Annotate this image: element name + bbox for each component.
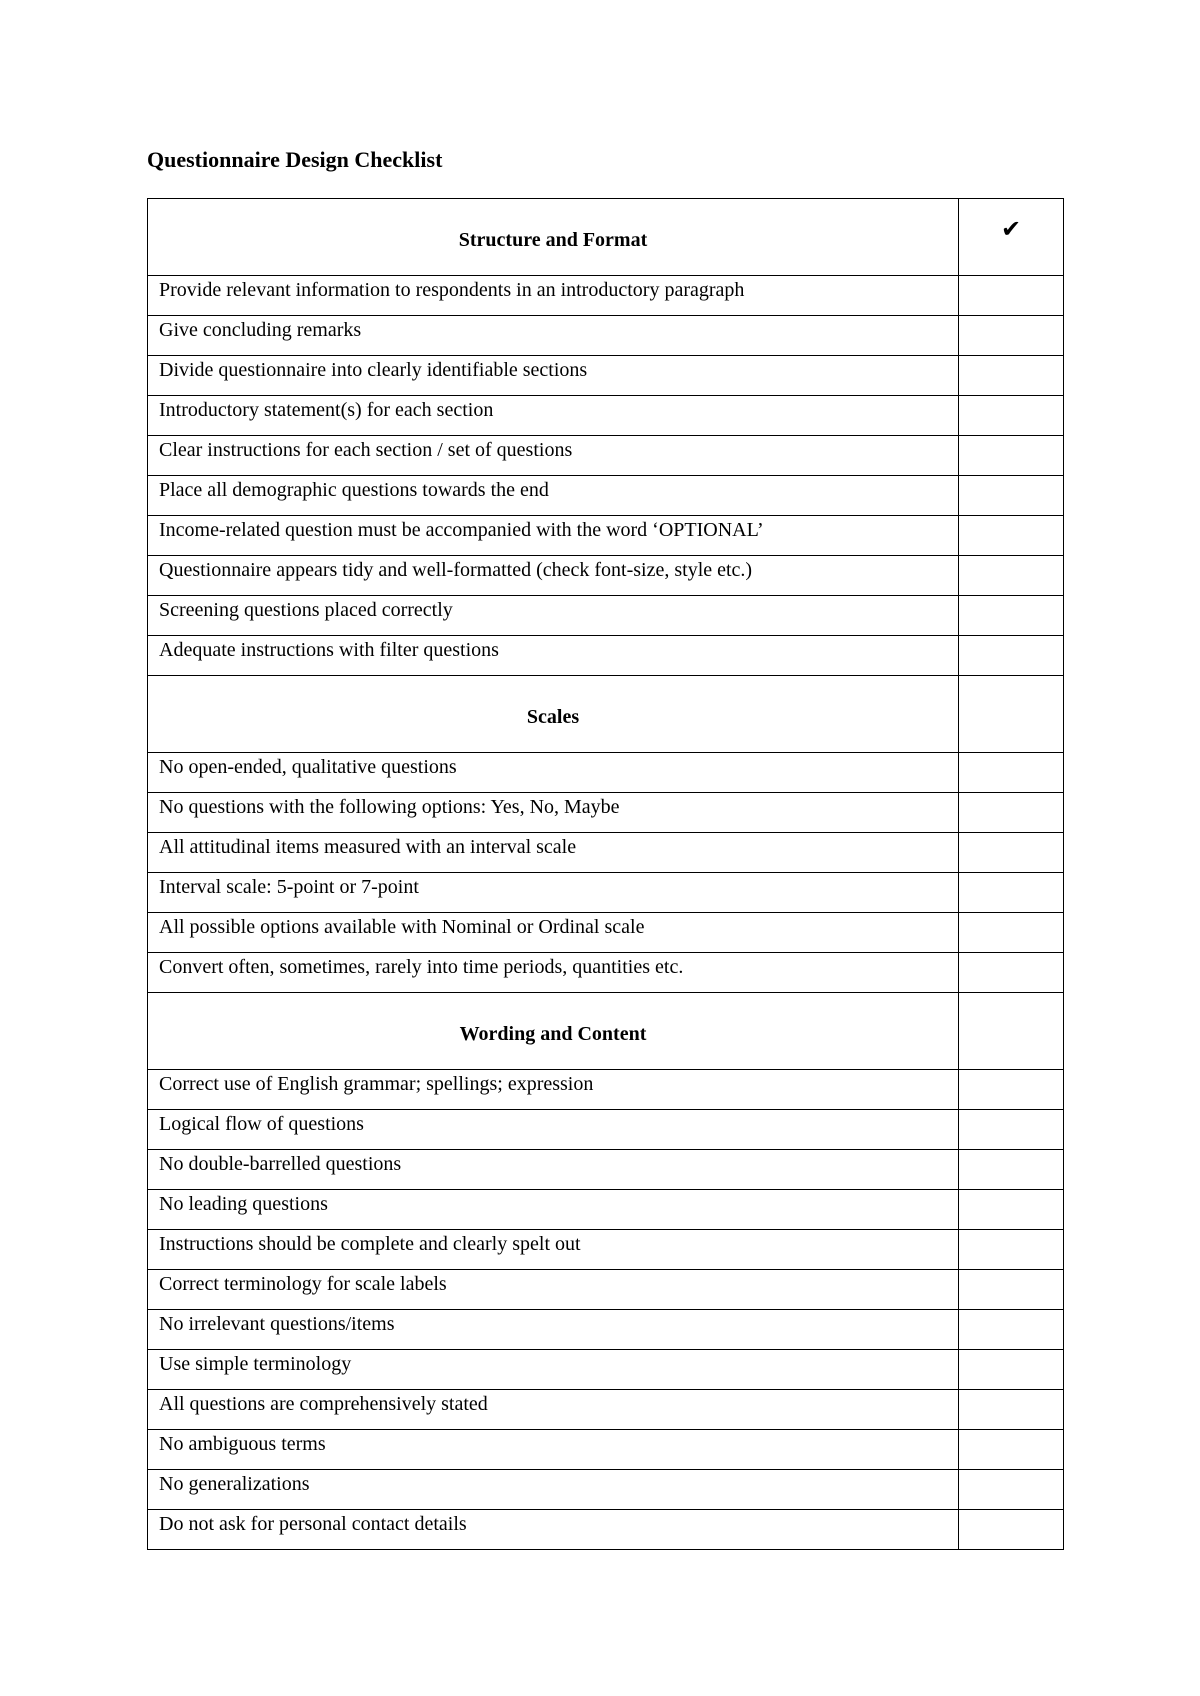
- table-row: [148, 636, 1064, 676]
- page-title: Questionnaire Design Checklist: [147, 147, 443, 172]
- checklist-item: No ambiguous terms: [148, 1430, 959, 1470]
- section-header-row: [148, 199, 1064, 276]
- table-row: [148, 1150, 1064, 1190]
- check-cell[interactable]: [959, 316, 1064, 356]
- table-row: [148, 436, 1064, 476]
- section-title: Scales: [148, 676, 959, 753]
- checklist-item: No double-barrelled questions: [148, 1150, 959, 1190]
- check-cell[interactable]: [959, 596, 1064, 636]
- checklist-item: Correct terminology for scale labels: [148, 1270, 959, 1310]
- check-cell[interactable]: [959, 1430, 1064, 1470]
- checklist-item: Give concluding remarks: [148, 316, 959, 356]
- checklist-item: All questions are comprehensively stated: [148, 1390, 959, 1430]
- table-row: [148, 1230, 1064, 1270]
- check-cell[interactable]: [959, 356, 1064, 396]
- check-cell[interactable]: [959, 1510, 1064, 1550]
- checklist-item: Do not ask for personal contact details: [148, 1510, 959, 1550]
- check-cell[interactable]: [959, 1310, 1064, 1350]
- table-row: [148, 1270, 1064, 1310]
- table-row: [148, 276, 1064, 316]
- checklist-item: Income-related question must be accompanied with the word ‘OPTIONAL’: [148, 516, 959, 556]
- table-row: [148, 793, 1064, 833]
- checklist-item: Introductory statement(s) for each section: [148, 396, 959, 436]
- section-header-row: [148, 676, 1064, 753]
- check-cell[interactable]: [959, 636, 1064, 676]
- check-cell[interactable]: [959, 1350, 1064, 1390]
- checklist-item: Logical flow of questions: [148, 1110, 959, 1150]
- check-cell[interactable]: [959, 436, 1064, 476]
- table-row: [148, 1430, 1064, 1470]
- checklist-item: No leading questions: [148, 1190, 959, 1230]
- table-row: [148, 596, 1064, 636]
- check-cell[interactable]: [959, 913, 1064, 953]
- table-row: [148, 516, 1064, 556]
- check-cell[interactable]: [959, 1190, 1064, 1230]
- checklist-item: Convert often, sometimes, rarely into time periods, quantities etc.: [148, 953, 959, 993]
- table-row: [148, 1390, 1064, 1430]
- checklist-item: Divide questionnaire into clearly identifiable sections: [148, 356, 959, 396]
- table-row: [148, 953, 1064, 993]
- table-row: [148, 1070, 1064, 1110]
- check-cell[interactable]: [959, 1150, 1064, 1190]
- check-cell[interactable]: [959, 833, 1064, 873]
- section-title: Structure and Format: [148, 199, 959, 276]
- table-row: [148, 873, 1064, 913]
- checklist-body: [148, 199, 1064, 1550]
- table-row: [148, 316, 1064, 356]
- table-row: [148, 356, 1064, 396]
- checklist-item: Provide relevant information to respondents in an introductory paragraph: [148, 276, 959, 316]
- table-row: [148, 396, 1064, 436]
- checklist-table: [147, 198, 1064, 1550]
- table-row: [148, 1310, 1064, 1350]
- check-cell[interactable]: [959, 1390, 1064, 1430]
- checklist-item: Questionnaire appears tidy and well-formatted (check font-size, style etc.): [148, 556, 959, 596]
- checklist-item: Clear instructions for each section / set of questions: [148, 436, 959, 476]
- check-cell[interactable]: [959, 953, 1064, 993]
- check-cell[interactable]: [959, 793, 1064, 833]
- table-row: [148, 1190, 1064, 1230]
- section-header-row: [148, 993, 1064, 1070]
- check-cell[interactable]: [959, 276, 1064, 316]
- checkmark-icon: ✔: [959, 199, 1064, 276]
- table-row: [148, 913, 1064, 953]
- table-row: [148, 556, 1064, 596]
- checklist-item: No questions with the following options: Yes, No, Maybe: [148, 793, 959, 833]
- check-cell[interactable]: [959, 1270, 1064, 1310]
- table-row: [148, 1350, 1064, 1390]
- table-row: [148, 476, 1064, 516]
- section-title: Wording and Content: [148, 993, 959, 1070]
- checklist-item: No open-ended, qualitative questions: [148, 753, 959, 793]
- check-cell[interactable]: [959, 476, 1064, 516]
- checklist-item: Correct use of English grammar; spellings; expression: [148, 1070, 959, 1110]
- table-row: [148, 1470, 1064, 1510]
- checklist-item: No irrelevant questions/items: [148, 1310, 959, 1350]
- checklist-item: Interval scale: 5-point or 7-point: [148, 873, 959, 913]
- check-cell[interactable]: [959, 1230, 1064, 1270]
- check-cell[interactable]: [959, 516, 1064, 556]
- table-row: [148, 753, 1064, 793]
- checklist-item: Use simple terminology: [148, 1350, 959, 1390]
- check-cell[interactable]: [959, 396, 1064, 436]
- checklist-item: No generalizations: [148, 1470, 959, 1510]
- checklist-item: All attitudinal items measured with an interval scale: [148, 833, 959, 873]
- table-row: [148, 1110, 1064, 1150]
- section-check-cell: [959, 993, 1064, 1070]
- checklist-item: Screening questions placed correctly: [148, 596, 959, 636]
- check-cell[interactable]: [959, 1470, 1064, 1510]
- checklist-item: All possible options available with Nominal or Ordinal scale: [148, 913, 959, 953]
- check-cell[interactable]: [959, 1110, 1064, 1150]
- table-row: [148, 833, 1064, 873]
- section-check-cell: [959, 676, 1064, 753]
- check-cell[interactable]: [959, 556, 1064, 596]
- check-cell[interactable]: [959, 753, 1064, 793]
- checklist-item: Adequate instructions with filter questions: [148, 636, 959, 676]
- check-cell[interactable]: [959, 873, 1064, 913]
- table-row: [148, 1510, 1064, 1550]
- check-cell[interactable]: [959, 1070, 1064, 1110]
- checklist-item: Instructions should be complete and clearly spelt out: [148, 1230, 959, 1270]
- checklist-item: Place all demographic questions towards the end: [148, 476, 959, 516]
